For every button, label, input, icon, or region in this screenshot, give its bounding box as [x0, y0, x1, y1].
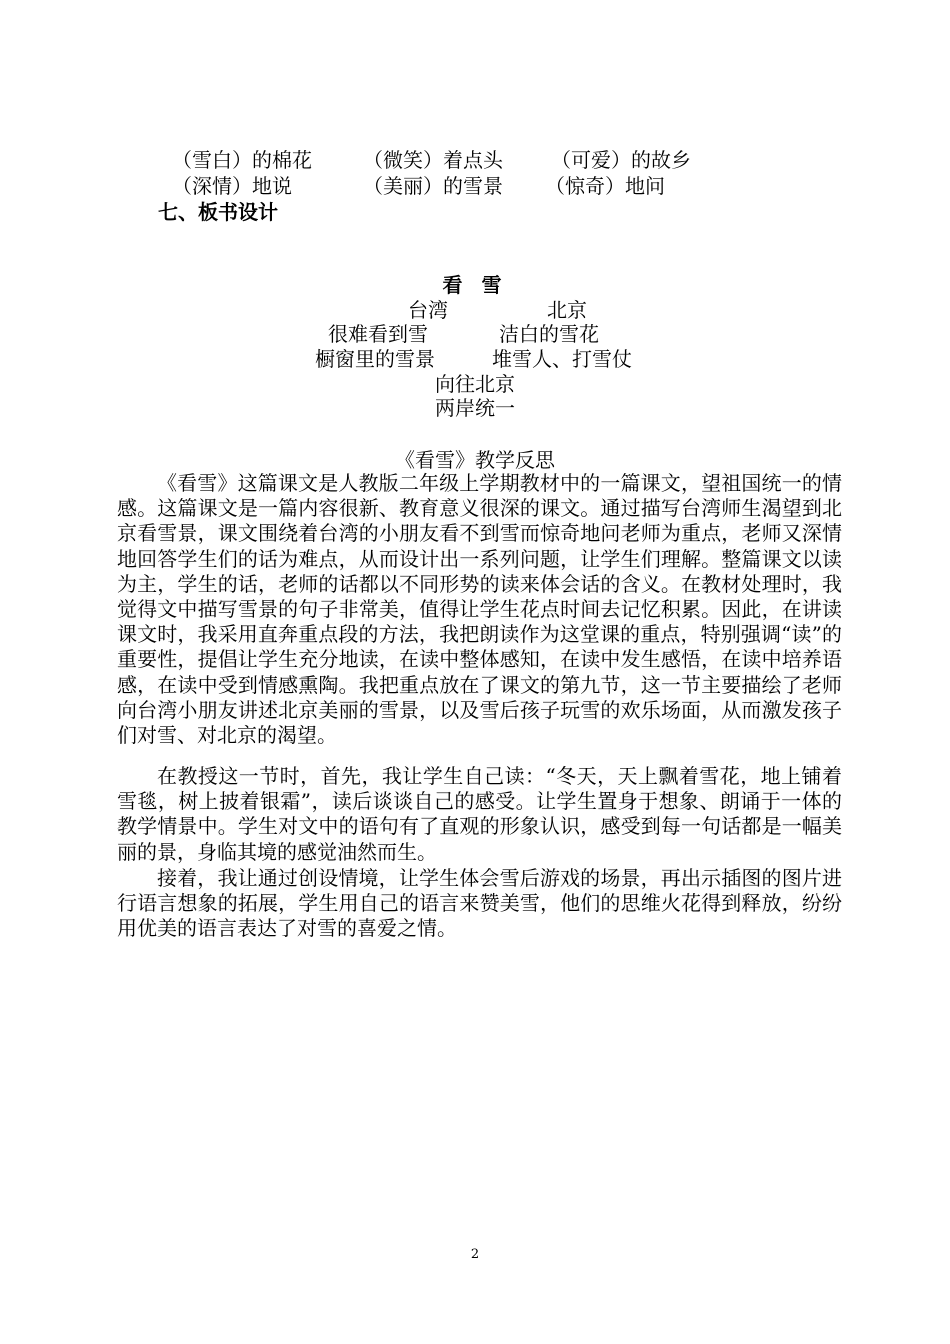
phrase-item: （深情）地说 — [172, 174, 292, 198]
board-left-item: 很难看到雪 — [328, 322, 428, 346]
reflection-paragraph: 《看雪》这篇课文是人教版二年级上学期教材中的一篇课文，望祖国统一的情感。这篇课文是一篇内容很新、教育意义很深的课文。通过描写台湾师生渴望到北京看雪景，课文围绕着台湾的小朋友看不到雪而惊奇地问老师为重点，老师又深情地回答学生们的话为难点，从而设计出一系列问题，让学生们理解。整篇课文以读为主，学生的话，老师的话都以不同形势的读来体会话的含义。在教材处理时，我觉得文中描写雪景的句子非常美，值得让学生花点时间去记忆积累。因此，在讲读课文时，我采用直奔重点段的方法，我把朗读作为这堂课的重点，特别强调“读”的重要性，提倡让学生充分地读，在读中整体感知，在读中发生感悟，在读中培养语感，在读中受到情感熏陶。我把重点放在了课文的第九节，这一节主要描绘了老师向台湾小朋友讲述北京美丽的雪景，以及雪后孩子玩雪的欢乐场面，从而激发孩子们对雪、对北京的渴望。 — [117, 471, 842, 748]
board-right-item: 北京 — [547, 298, 587, 322]
board-title: 看 雪 — [442, 273, 508, 297]
phrase-item: （雪白）的棉花 — [172, 148, 312, 172]
page-number: 2 — [470, 1247, 480, 1262]
board-right-item: 洁白的雪花 — [499, 322, 599, 346]
board-left-item: 橱窗里的雪景 — [315, 347, 435, 371]
board-bottom-line: 两岸统一 — [435, 396, 515, 420]
reflection-title: 《看雪》教学反思 — [395, 448, 555, 472]
phrase-item: （可爱）的故乡 — [551, 148, 691, 172]
board-bottom-line: 向往北京 — [435, 372, 515, 396]
phrase-item: （美丽）的雪景 — [363, 174, 503, 198]
board-right-item: 堆雪人、打雪仗 — [492, 347, 632, 371]
phrase-item: （微笑）着点头 — [363, 148, 503, 172]
board-row — [0, 347, 950, 371]
board-row — [0, 322, 950, 346]
phrase-item: （惊奇）地问 — [545, 174, 665, 198]
board-row — [0, 298, 950, 322]
section-heading: 七、板书设计 — [158, 200, 278, 224]
reflection-paragraph: 在教授这一节时，首先，我让学生自己读：“冬天，天上飘着雪花，地上铺着雪毯，树上披着银霜”，读后谈谈自己的感受。让学生置身于想象、朗诵于一体的教学情景中。学生对文中的语句有了直观的形象认识，感受到每一句话都是一幅美丽的景，身临其境的感觉油然而生。 — [117, 764, 842, 864]
board-left-item: 台湾 — [408, 298, 448, 322]
reflection-paragraph: 接着，我让通过创设情境，让学生体会雪后游戏的场景，再出示插图的图片进行语言想象的拓展，学生用自己的语言来赞美雪，他们的思维火花得到释放，纷纷用优美的语言表达了对雪的喜爱之情。 — [117, 866, 842, 941]
